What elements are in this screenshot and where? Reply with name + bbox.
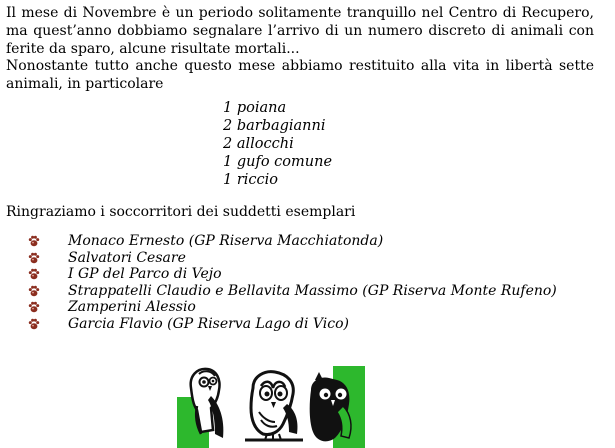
rescuer-list — [28, 233, 557, 332]
rescuer-name: Zamperini Alessio — [68, 299, 196, 315]
owls-logo — [175, 360, 370, 448]
animal-item: 2 barbagianni — [223, 118, 326, 134]
rescuer-name: Monaco Ernesto (GP Riserva Macchiatonda) — [68, 233, 384, 249]
rescuer-name: I GP del Parco di Vejo — [68, 266, 222, 282]
paw-print-icon — [28, 235, 40, 247]
rescuer-item — [28, 233, 557, 250]
rescuer-name: Salvatori Cesare — [68, 249, 186, 266]
animal-item: 1 gufo comune — [223, 154, 333, 170]
rescuer-item — [28, 250, 557, 267]
rescuer-item — [28, 316, 557, 333]
intro-paragraph: Il mese di Novembre è un periodo solitamente tranquillo nel Centro di Recupero, ma quest’anno dobbiamo segnalare l’arrivo di un numero discreto di animali con ferite da sparo, alcune risultate mortali... — [6, 5, 594, 57]
rescuer-name: Strappatelli Claudio e Bellavita Massimo (GP Riserva Monte Rufeno) — [68, 282, 557, 299]
paw-print-icon — [28, 252, 40, 264]
rescuer-item — [28, 299, 557, 316]
paw-print-icon — [28, 301, 40, 313]
animal-item: 2 allocchi — [223, 136, 294, 152]
paw-print-icon — [28, 285, 40, 297]
paw-print-icon — [28, 318, 40, 330]
owl-middle-icon — [245, 372, 303, 440]
rescuer-item — [28, 266, 557, 283]
animal-list — [223, 99, 332, 189]
rescuer-name: Garcia Flavio (GP Riserva Lago di Vico) — [68, 315, 349, 332]
animal-item: 1 riccio — [223, 172, 279, 188]
animal-item: 1 poiana — [223, 100, 287, 116]
released-paragraph: Nonostante tutto anche questo mese abbiamo restituito alla vita in libertà sette animali, in particolare — [6, 58, 594, 92]
thanks-text: Ringraziamo i soccorritori dei suddetti esemplari — [6, 204, 356, 220]
rescuer-item — [28, 283, 557, 300]
paw-print-icon — [28, 268, 40, 280]
